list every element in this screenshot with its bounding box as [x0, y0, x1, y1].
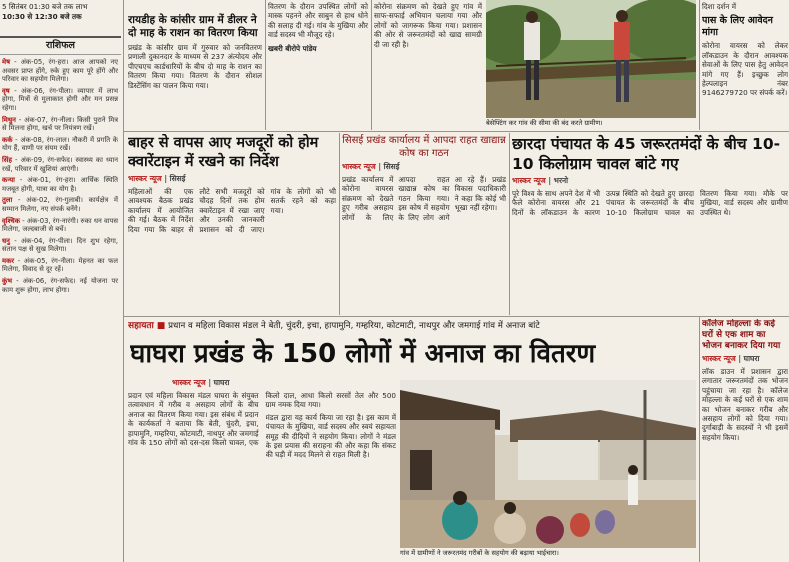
byline-place: भरनो	[553, 176, 569, 185]
rashi-item: मिथुन - अंक-07, रंग-नीला। किसी पुराने मित्र से मिलना होगा, खर्च पर नियंत्रण रखें।	[2, 115, 118, 133]
rashi-text: अंक-06, रंग-सफेद। नई योजना पर काम शुरू होगा, लाभ होगा।	[2, 277, 118, 294]
rashi-name: सिंह	[2, 155, 12, 164]
story-raydih-body: प्रखंड के कांसीर ग्राम में गुरुवार को जनवितरण प्रणाली दुकानदार के माध्यम से 237 अंत्योदय और पीएचएच कार्डधारियों के बीच दो माह के राशन का वितरण किया गया। वितरण के दौरान सोशल डिस्टेंसिंग का पालन किया गया।	[128, 43, 262, 90]
story-majdoor	[128, 134, 336, 314]
rashi-text: अंक-01, रंग-हरा। आर्थिक स्थिति मजबूत होगी, यात्रा का योग है।	[2, 176, 118, 193]
story-chharda	[512, 134, 788, 314]
story-ghaghra	[128, 376, 396, 562]
rashi-name: वृष	[2, 86, 10, 95]
left-top-info	[2, 2, 120, 30]
story-pass	[702, 2, 788, 130]
story-sisai-body: प्रखंड कार्यालय में कोरोना वायरस संक्रमण को देखते हुए गरीब असहाय लोगों के लिए आपदा राहत खाद्यान्न कोष का गठन किया गया। इस कोष में सहयोग के लिए लोग आगे आ रहे हैं। प्रखंड विकास पदाधिकारी ने कहा कि कोई भी भूखा नहीं रहेगा।	[342, 175, 506, 222]
byline-org: भास्कर न्यूज	[128, 174, 162, 183]
banner-kicker: सहायता	[128, 321, 154, 331]
rashi-name: कुंभ	[2, 277, 12, 286]
story-college-byline: भास्कर न्यूज | घाघरा	[702, 354, 760, 363]
story-col4-top	[374, 2, 482, 130]
story-sisai-headline: सिसई प्रखंड कार्यालय में आपदा राहत खाद्यान्न कोष का गठन	[342, 135, 506, 159]
rashi-text: अंक-07, रंग-नीला। किसी पुराने मित्र से मिलना होगा, खर्च पर नियंत्रण रखें।	[2, 115, 118, 133]
rashi-item: कन्या - अंक-01, रंग-हरा। आर्थिक स्थिति मजबूत होगी, यात्रा का योग है।	[2, 176, 118, 193]
rashi-name: धनु	[2, 236, 10, 245]
left-top-line2: 10:30 से 12:30 बजे तक	[2, 12, 82, 21]
divider	[124, 131, 789, 132]
story-raydih	[128, 2, 262, 130]
bottom-photo	[400, 380, 696, 548]
banner-subhead-row	[128, 319, 694, 333]
divider	[124, 316, 789, 317]
rashi-name: तुला	[2, 196, 13, 205]
byline-org: भास्कर न्यूज	[702, 354, 736, 363]
rashifal-title	[0, 36, 121, 55]
divider	[509, 133, 510, 315]
story-sisai	[342, 134, 506, 314]
story-sisai-byline: भास्कर न्यूज | सिसई	[342, 162, 400, 171]
story-pass-body: कोरोना वायरस को लेकर लॉकडाउन के दौरान आवश्यक सेवाओं के लिए पास हेतु आवेदन मांगे गए हैं। इच्छुक लोग हेल्पलाइन नंबर 9146279720 पर संपर्क करें।	[702, 41, 788, 98]
rashifal-list	[2, 58, 118, 558]
byline-place: सिसई	[383, 162, 400, 171]
bottom-photo-caption: गांव में ग्रामीणों ने जरूरतमंद गरीबों के सहयोग की बढ़ाया भाईचारा।	[400, 549, 696, 561]
divider	[123, 0, 124, 562]
byline-org: भास्कर न्यूज	[342, 162, 376, 171]
rashi-item: धनु - अंक-04, रंग-पीला। दिन शुभ रहेगा, संतान पक्ष से सुख मिलेगा।	[2, 236, 118, 254]
rashi-item: वृष - अंक-06, रंग-पीला। व्यापार में लाभ होगा, मित्रों से मुलाकात होगी और मन प्रसन्न रहेगा।	[2, 86, 118, 112]
rashi-text: अंक-03, रंग-नारंगी। रुका धन वापस मिलेगा, जल्दबाजी से बचें।	[2, 216, 118, 234]
divider	[699, 316, 700, 562]
banner-separator: ■	[156, 321, 166, 331]
story-college-headline: कॉलेज मोहल्ला के कई घरों से एक शाम का भोजन बनाकर दिया गया	[702, 319, 781, 351]
story-col3-body: वितरण के दौरान उपस्थित लोगों को मास्क पहनने और साबुन से हाथ धोने की सलाह दी गई। गांव के मुखिया और वार्ड सदस्य भी मौजूद रहे।	[268, 2, 368, 40]
byline-org: भास्कर न्यूज	[512, 176, 546, 185]
rashi-text: अंक-05, रंग-नीला। मेहनत का फल मिलेगा, विवाद से दूर रहें।	[2, 256, 118, 274]
villagers-blocking-road-image	[486, 0, 696, 118]
divider	[265, 0, 266, 130]
rashi-text: अंक-09, रंग-सफेद। स्वास्थ्य का ध्यान रखें, परिवार में खुशियां आएंगी।	[2, 155, 118, 173]
left-top-line1: 5 सितंबर 01:30 बजे तक लाभ	[2, 2, 88, 11]
rashi-item: तुला - अंक-02, रंग-गुलाबी। कार्यक्षेत्र में सम्मान मिलेगा, नए संपर्क बनेंगे।	[2, 196, 118, 213]
divider	[339, 133, 340, 315]
story-majdoor-headline: बाहर से वापस आए मजदूरों को होम क्वारेंटाइन में रखने का निर्देश	[128, 135, 319, 170]
story-chharda-headline: छारदा पंचायत के 45 जरूरतमंदों के बीच 10-10 किलोग्राम चावल बांटे गए	[512, 135, 781, 173]
story-col3-byline: खबरी बीरोपे पांडेय	[268, 43, 317, 53]
story-ghaghra-mid	[268, 378, 398, 386]
rashi-item: मकर - अंक-05, रंग-नीला। मेहनत का फल मिलेगा, विवाद से दूर रहें।	[2, 256, 118, 274]
byline-place: घाघरा	[213, 378, 230, 387]
banner-headline: घाघरा प्रखंड के 150 लोगों में अनाज का वितरण	[130, 339, 596, 369]
rashi-item: कर्क - अंक-08, रंग-लाल। नौकरी में प्रगति के योग हैं, वाणी पर संयम रखें।	[2, 135, 118, 153]
rashi-text: अंक-06, रंग-पीला। व्यापार में लाभ होगा, मित्रों से मुलाकात होगी और मन प्रसन्न रहेगा।	[2, 86, 118, 112]
divider	[699, 0, 700, 130]
byline-org: भास्कर न्यूज	[172, 378, 206, 387]
food-distribution-image	[400, 380, 696, 548]
top-photo-caption: बेसेफ्टिंग कर गांव की सीमा की बंद करते ग्रामीण।	[486, 119, 696, 130]
top-photo	[486, 0, 696, 118]
rashi-item: मेष - अंक-05, रंग-हरा। आज आपको नए अवसर प्राप्त होंगे, रुके हुए काम पूरे होंगे और परिवार का सहयोग मिलेगा।	[2, 58, 118, 84]
rashi-text: अंक-02, रंग-गुलाबी। कार्यक्षेत्र में सम्मान मिलेगा, नए संपर्क बनेंगे।	[2, 196, 118, 213]
rashi-name: कन्या	[2, 176, 15, 185]
story-college-body: लॉक डाउन में प्रशासन द्वारा लगातार जरूरतमंदों तक भोजन पहुंचाया जा रहा है। कॉलेज मोहल्ला के कई घरों से एक शाम का भोजन बनाकर गरीब और असहाय लोगों को दिया गया। दुर्गाबाड़ी के सदस्यों ने भी इसमें सहयोग किया।	[702, 367, 788, 442]
rashi-text: अंक-04, रंग-पीला। दिन शुभ रहेगा, संतान पक्ष से सुख मिलेगा।	[2, 236, 118, 254]
divider	[371, 0, 372, 130]
story-raydih-headline: रायडीह के कांसीर ग्राम में डीलर ने दो माह के राशन का वितरण किया	[128, 14, 258, 39]
rashi-text: अंक-05, रंग-हरा। आज आपको नए अवसर प्राप्त होंगे, रुके हुए काम पूरे होंगे और परिवार का सहयोग मिलेगा।	[2, 58, 118, 84]
story-college	[702, 319, 788, 562]
story-col3-top	[268, 2, 368, 130]
story-ghaghra-body1: प्रदान एवं महिला विकास मंडल घाघरा के संयुक्त तत्वावधान में गरीब व असहाय लोगों के बीच अनाज का वितरण किया गया। इस संबंध में प्रदान के कार्यकर्ता ने बताया कि बेती, चुंदरी, इचा, हापामुनि, गम्हरिया, कोटमाटी, नाथपुर और जमगाई गांव के 150 लोगों को दस-दस किलो चावल, एक किलो दाल, आधा किलो सरसों तेल और 500 ग्राम नमक दिया गया। मंडल द्वारा यह कार्य किया जा रहा है। इस काम में पंचायत के मुखिया, वार्ड सदस्य और स्वयं सहायता समूह की दीदियों ने सहयोग किया। लोगों ने मंडल के इस प्रयास की सराहना की और कहा कि संकट की घड़ी में मदद मिलने से राहत मिली है।	[128, 391, 396, 460]
story-majdoor-body: महिलाओं की एक आवश्यक बैठक प्रखंड कार्यालय में आयोजित की गई। बैठक में निर्देश दिया गया कि बाहर से लौटे सभी मजदूरों को चौदह दिनों तक होम क्वारेंटाइन में रखा जाए और उनकी जानकारी प्रशासन को दी जाए। गांव के लोगों को भी सतर्क रहने को कहा गया।	[128, 187, 336, 234]
story-ghaghra-body2: मंडल द्वारा यह कार्य किया जा रहा है। इस काम में पंचायत के मुखिया, वार्ड सदस्य और स्वयं सहायता समूह की दीदियों ने सहयोग किया। लोगों ने मंडल के इस प्रयास की सराहना की और कहा कि संकट की घड़ी में मदद मिलने से राहत मिली है।	[265, 412, 396, 460]
rashi-name: कर्क	[2, 135, 13, 144]
rashifal-heading: राशिफल	[45, 40, 76, 51]
right-top-line: दिशा दर्शन में	[702, 2, 736, 11]
rashi-name: वृश्चिक	[2, 216, 20, 225]
rashi-text: अंक-08, रंग-लाल। नौकरी में प्रगति के योग हैं, वाणी पर संयम रखें।	[2, 135, 118, 153]
story-pass-headline: पास के लिए आवेदन मांगा	[702, 15, 773, 39]
byline-place: सिसई	[169, 174, 186, 183]
story-majdoor-byline: भास्कर न्यूज | सिसई	[128, 174, 186, 183]
rashi-item: कुंभ - अंक-06, रंग-सफेद। नई योजना पर काम शुरू होगा, लाभ होगा।	[2, 277, 118, 294]
story-chharda-byline: भास्कर न्यूज | भरनो	[512, 176, 569, 185]
story-col4-body: कोरोना संक्रमण को देखते हुए गांव में साफ-सफाई अभियान चलाया गया और लोगों को जागरूक किया गया। प्रशासन की ओर से जरूरतमंदों को खाद्य सामग्री दी जा रही है।	[374, 2, 482, 49]
story-ghaghra-byline: भास्कर न्यूज | घाघरा	[172, 378, 230, 387]
banner-subhead: प्रधान व महिला विकास मंडल ने बेती, चुंदरी, इचा, हापामुनि, गम्हरिया, कोटमाटी, नाथपुर और जमगाई गांव में अनाज बांटे	[168, 321, 540, 331]
story-chharda-body: पूरे विश्व के साथ अपने देश में भी फैले कोरोना वायरस और 21 दिनों के लॉकडाउन के कारण उत्पन्न स्थिति को देखते हुए छारदा पंचायत के जरूरतमंदों के बीच 10-10 किलोग्राम चावल का वितरण किया गया। मौके पर मुखिया, वार्ड सदस्य और ग्रामीण उपस्थित थे।	[512, 189, 788, 217]
rashi-name: मकर	[2, 256, 15, 265]
rashi-item: वृश्चिक - अंक-03, रंग-नारंगी। रुका धन वापस मिलेगा, जल्दबाजी से बचें।	[2, 216, 118, 234]
rashi-name: मिथुन	[2, 115, 16, 124]
rashi-name: मेष	[2, 58, 10, 66]
byline-place: घाघरा	[743, 354, 760, 363]
rashi-item: सिंह - अंक-09, रंग-सफेद। स्वास्थ्य का ध्यान रखें, परिवार में खुशियां आएंगी।	[2, 155, 118, 173]
